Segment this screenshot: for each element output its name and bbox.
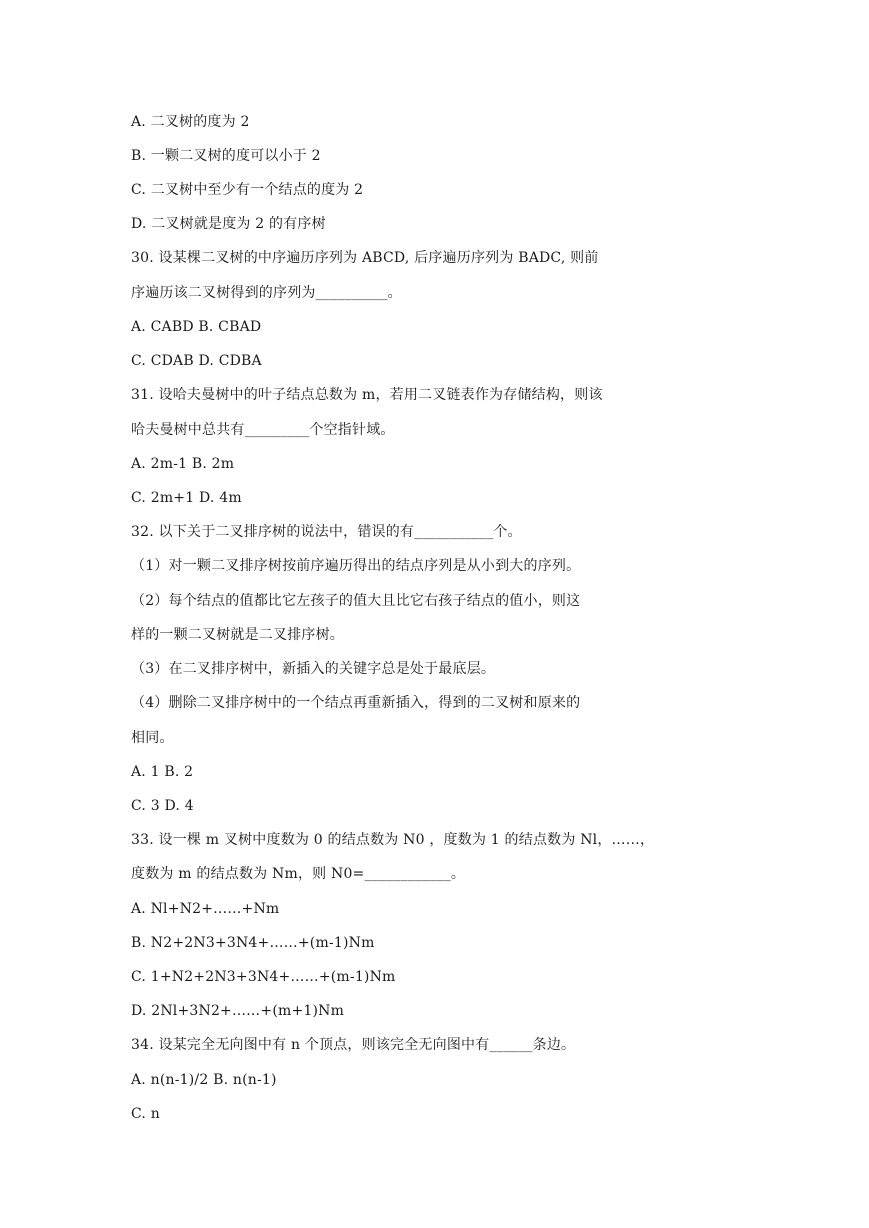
q32-statement-2-line-1: （2）每个结点的值都比它左孩子的值大且比它右孩子结点的值小，则这 bbox=[131, 593, 581, 609]
option-a-q33: A. Nl+N2+……+Nm bbox=[131, 901, 280, 917]
options-q34-ab: A. n(n-1)/2 B. n(n-1) bbox=[131, 1072, 277, 1088]
question-31-line-1: 31. 设哈夫曼树中的叶子结点总数为 m，若用二叉链表作为存储结构，则该 bbox=[131, 387, 603, 403]
option-d-q29: D. 二叉树就是度为 2 的有序树 bbox=[131, 216, 326, 232]
q32-statement-2-line-2: 样的一颗二叉树就是二叉排序树。 bbox=[131, 627, 344, 643]
question-32: 32. 以下关于二叉排序树的说法中，错误的有___________个。 bbox=[131, 524, 522, 540]
question-30-line-1: 30. 设某棵二叉树的中序遍历序列为 ABCD, 后序遍历序列为 BADC, 则前 bbox=[131, 250, 599, 266]
options-q31-cd: C. 2m+1 D. 4m bbox=[131, 490, 242, 506]
q32-statement-4-line-1: （4）删除二叉排序树中的一个结点再重新插入，得到的二叉树和原来的 bbox=[131, 695, 581, 711]
question-33-line-2: 度数为 m 的结点数为 Nm，则 N0=____________。 bbox=[131, 866, 466, 882]
option-b-q33: B. N2+2N3+3N4+……+(m-1)Nm bbox=[131, 935, 375, 951]
options-q31-ab: A. 2m-1 B. 2m bbox=[131, 456, 235, 472]
option-b-q29: B. 一颗二叉树的度可以小于 2 bbox=[131, 148, 321, 164]
option-d-q33: D. 2Nl+3N2+……+(m+1)Nm bbox=[131, 1003, 345, 1019]
q32-statement-3: （3）在二叉排序树中，新插入的关键字总是处于最底层。 bbox=[131, 661, 496, 677]
options-q32-ab: A. 1 B. 2 bbox=[131, 764, 194, 780]
question-34: 34. 设某完全无向图中有 n 个顶点，则该完全无向图中有______条边。 bbox=[131, 1037, 576, 1053]
question-31-line-2: 哈夫曼树中总共有_________个空指针域。 bbox=[131, 422, 395, 438]
options-q30-cd: C. CDAB D. CDBA bbox=[131, 353, 262, 369]
option-c-q29: C. 二叉树中至少有一个结点的度为 2 bbox=[131, 182, 364, 198]
question-30-line-2: 序遍历该二叉树得到的序列为__________。 bbox=[131, 285, 402, 301]
option-a-q29: A. 二叉树的度为 2 bbox=[131, 114, 250, 130]
question-33-line-1: 33. 设一棵 m 叉树中度数为 0 的结点数为 N0 ，度数为 1 的结点数为 Nl，……， bbox=[131, 832, 655, 848]
q32-statement-4-line-2: 相同。 bbox=[131, 730, 174, 746]
options-q30-ab: A. CABD B. CBAD bbox=[131, 319, 262, 335]
option-c-q33: C. 1+N2+2N3+3N4+……+(m-1)Nm bbox=[131, 969, 396, 985]
q32-statement-1: （1）对一颗二叉排序树按前序遍历得出的结点序列是从小到大的序列。 bbox=[131, 558, 581, 574]
options-q34-c: C. n bbox=[131, 1106, 160, 1122]
options-q32-cd: C. 3 D. 4 bbox=[131, 798, 194, 814]
